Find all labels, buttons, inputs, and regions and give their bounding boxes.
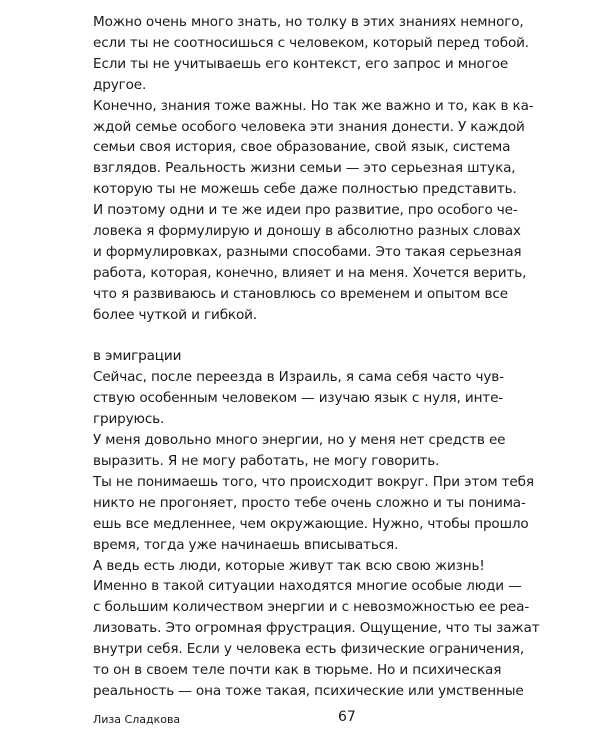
text-line: взглядов. Реальность жизни семьи — это серьезная штука, <box>93 160 516 177</box>
text-line: внутри себя. Если у человека есть физические ограничения, <box>93 641 525 658</box>
text-line: что я развиваюсь и становлюсь со временем и опытом все <box>93 285 508 302</box>
text-line: И поэтому одни и те же идеи про развитие, про особого че- <box>93 202 518 219</box>
text-line: никто не прогоняет, просто тебе очень сложно и ты понима- <box>93 494 526 511</box>
text-line: и формулировках, разными способами. Это такая серьезная <box>93 243 522 260</box>
text-line: Сейчас, после переезда в Израиль, я сама себя часто чув- <box>93 369 504 386</box>
text-line: время, тогда уже начинаешь вписываться. <box>93 536 399 553</box>
text-line: Конечно, знания тоже важны. Но так же важно и то, как в ка- <box>93 97 534 114</box>
section-heading: в эмиграции <box>93 348 182 365</box>
text-line: Именно в такой ситуации находятся многие особые люди — <box>93 578 522 595</box>
text-line: А ведь есть люди, которые живут так всю свою жизнь! <box>93 557 485 574</box>
text-line: ствую особенным человеком — изучаю язык с нуля, инте- <box>93 390 504 407</box>
page-number: 67 <box>338 709 356 725</box>
text-line: выразить. Я не могу работать, не могу говорить. <box>93 453 440 470</box>
text-line: Если ты не учитываешь его контекст, его запрос и многое <box>93 55 509 72</box>
text-line: которую ты не можешь себе даже полностью представить. <box>93 181 517 198</box>
footer-author: Лиза Сладкова <box>93 713 181 726</box>
body-text <box>93 12 540 702</box>
text-line: реальность — она тоже такая, психические или умственные <box>93 682 524 699</box>
text-line: лизовать. Это огромная фрустрация. Ощущение, что ты зажат <box>93 620 540 637</box>
text-line: более чуткой и гибкой. <box>93 306 258 323</box>
text-line: работа, которая, конечно, влияет и на меня. Хочется верить, <box>93 264 527 281</box>
text-line: У меня довольно много энергии, но у меня нет средств ее <box>93 432 506 449</box>
text-line: Можно очень много знать, но толку в этих знаниях немного, <box>93 14 524 30</box>
text-line: то он в своем теле почти как в тюрьме. Но и психическая <box>93 662 502 679</box>
text-line: ешь все медленнее, чем окружающие. Нужно, чтобы прошло <box>93 515 529 532</box>
paragraph-gap <box>93 326 513 347</box>
text-line: ждой семье особого человека эти знания донести. У каждой <box>93 118 525 135</box>
text-line: грируюсь. <box>93 411 165 428</box>
text-line: семьи своя история, свое образование, свой язык, система <box>93 139 511 156</box>
text-line: другое. <box>93 76 147 93</box>
text-line: с большим количеством энергии и с невозможностью ее реа- <box>93 599 530 616</box>
text-line: Ты не понимаешь того, что происходит вокруг. При этом тебя <box>93 473 534 490</box>
text-line: если ты не соотносишься с человеком, который перед тобой. <box>93 34 529 51</box>
text-line: ловека я формулирую и доношу в абсолютно разных словах <box>93 223 521 240</box>
